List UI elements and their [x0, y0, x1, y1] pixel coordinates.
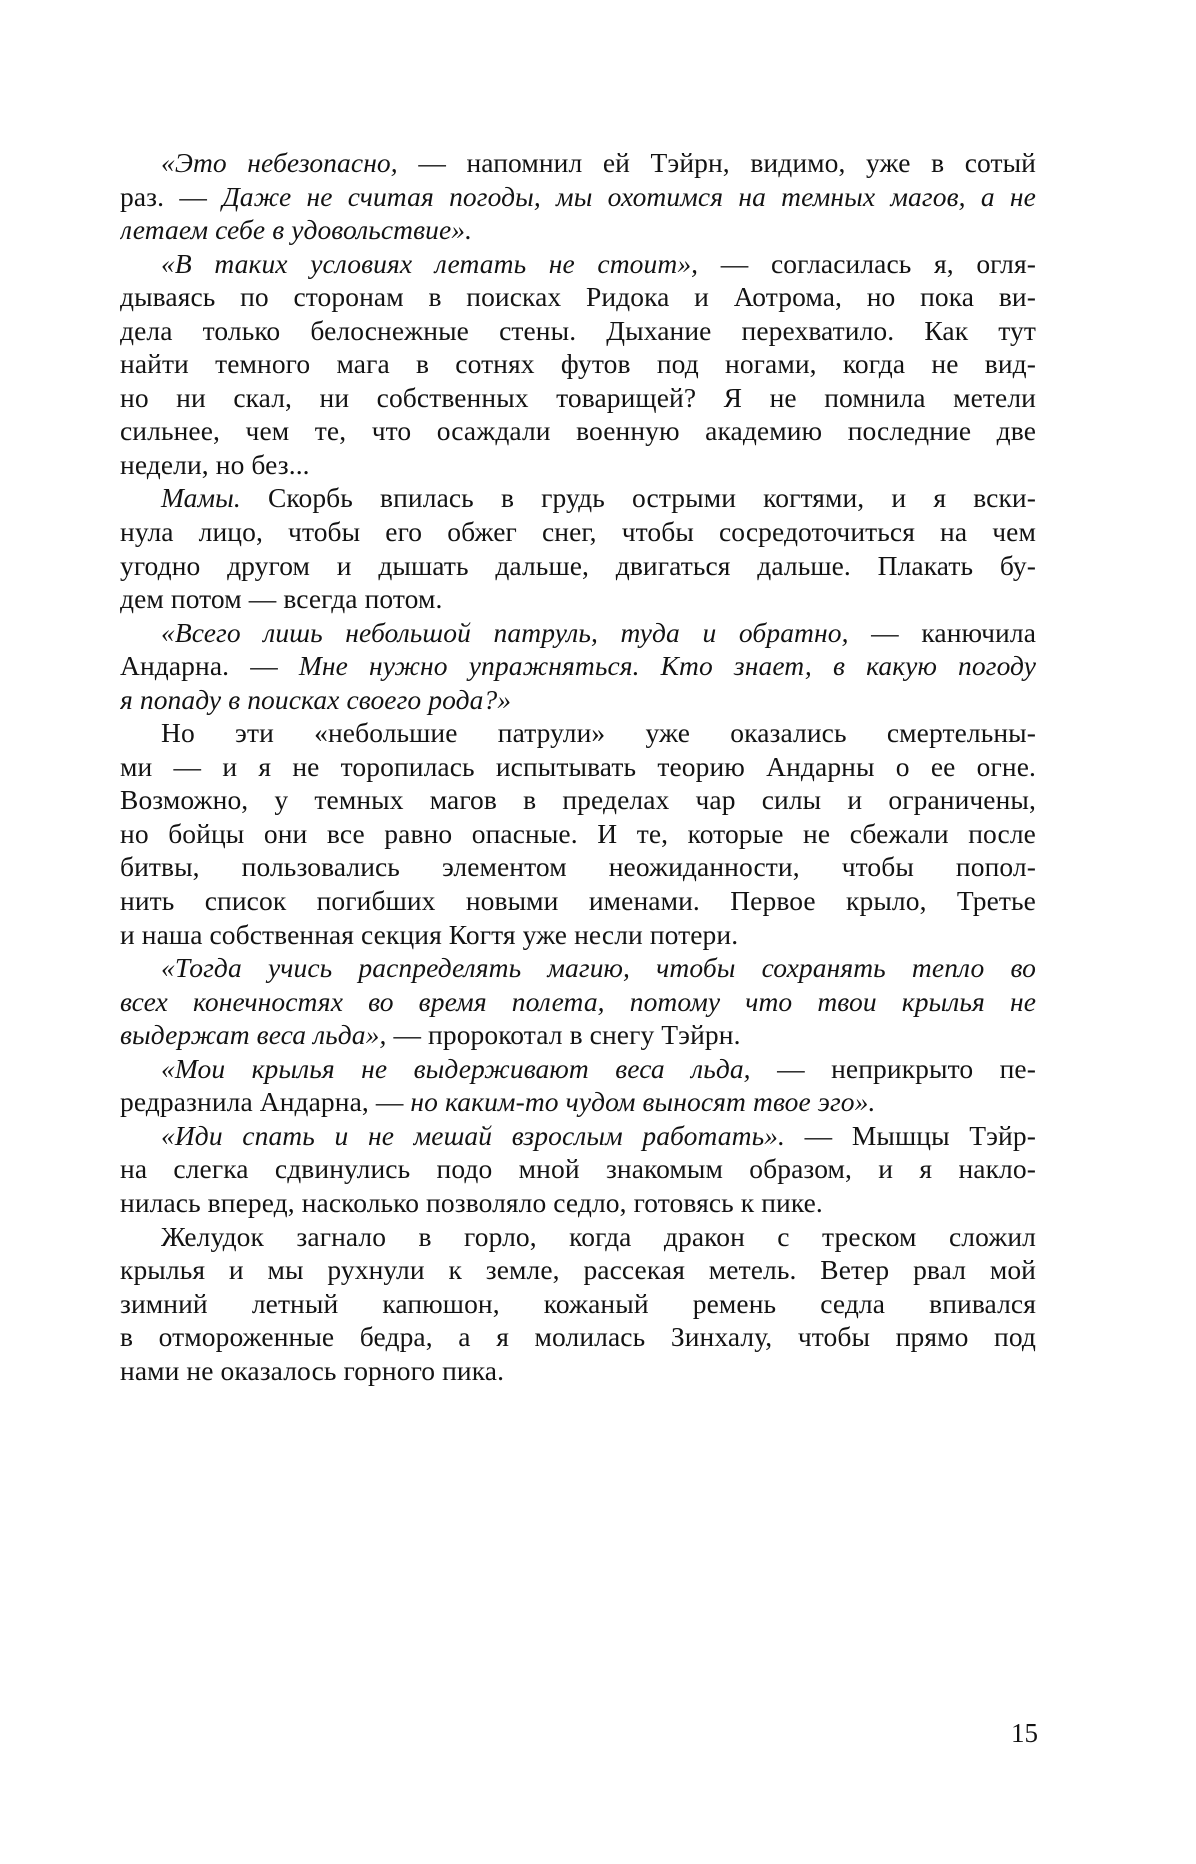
- text-line: [120, 1354, 1036, 1388]
- text-line: [120, 481, 1036, 515]
- roman-text-segment: Возможно, у темных магов в пределах чар силы и ограничены,: [120, 784, 1036, 816]
- text-line: [120, 180, 1036, 214]
- roman-text-segment: недели, но без...: [120, 448, 310, 480]
- text-line: [120, 1253, 1036, 1287]
- text-line: [120, 884, 1036, 918]
- text-line: [120, 951, 1036, 985]
- roman-text-segment: Скорбь впилась в грудь острыми когтями, и я вски-: [240, 482, 1036, 514]
- roman-text-segment: Но эти «небольшие патрули» уже оказались смертельны-: [161, 717, 1036, 749]
- italic-text-segment: «Тогда учись распределять магию, чтобы сохранять тепло во: [161, 952, 1036, 984]
- text-line: [120, 985, 1036, 1019]
- page-number: 15: [1011, 1718, 1038, 1748]
- roman-text-segment: — неприкрыто пе-: [777, 1052, 1036, 1084]
- text-line: [120, 515, 1036, 549]
- roman-text-segment: найти темного мага в сотнях футов под ногами, когда не вид-: [120, 348, 1036, 380]
- text-line: [120, 414, 1036, 448]
- italic-text-segment: «Иди спать и не мешай взрослым работать».: [161, 1119, 805, 1151]
- roman-text-segment: нить список погибших новыми именами. Первое крыло, Третье: [120, 885, 1036, 917]
- italic-text-segment: «Это небезопасно,: [161, 147, 419, 178]
- text-line: [120, 1186, 1036, 1220]
- text-line: [120, 448, 1036, 482]
- roman-text-segment: ми — и я не торопилась испытывать теорию Андарны о ее огне.: [120, 750, 1036, 782]
- italic-text-segment: летаем себе в удовольствие».: [120, 214, 473, 246]
- italic-text-segment: Мамы.: [161, 482, 241, 514]
- page-text-block: [120, 146, 1036, 1387]
- italic-text-segment: «Мои крылья не выдерживают веса льда,: [161, 1052, 778, 1084]
- italic-text-segment: я попаду в поисках своего рода?»: [120, 683, 512, 715]
- italic-text-segment: Мне нужно упражняться. Кто знает, в какую погоду: [298, 650, 1036, 682]
- text-line: [120, 213, 1036, 247]
- roman-text-segment: дем потом — всегда потом.: [120, 583, 443, 615]
- text-line: [120, 146, 1036, 180]
- roman-text-segment: — Мышцы Тэйр-: [804, 1119, 1036, 1151]
- text-line: [120, 1085, 1036, 1119]
- roman-text-segment: Андарна. —: [120, 650, 299, 682]
- text-line: [120, 850, 1036, 884]
- italic-text-segment: выдержат веса льда»,: [120, 1019, 394, 1051]
- text-line: [120, 783, 1036, 817]
- roman-text-segment: в отмороженные бедра, а я молилась Зинхалу, чтобы прямо под: [120, 1321, 1036, 1353]
- text-line: [120, 247, 1036, 281]
- roman-text-segment: зимний летный капюшон, кожаный ремень седла впивался: [120, 1287, 1036, 1319]
- italic-text-segment: «Всего лишь небольшой патруль, туда и обратно,: [161, 616, 872, 648]
- roman-text-segment: дываясь по сторонам в поисках Ридока и Аотрома, но пока ви-: [120, 281, 1036, 313]
- italic-text-segment: но каким-то чудом выносят твое эго».: [410, 1086, 876, 1118]
- roman-text-segment: но бойцы они все равно опасные. И те, которые не сбежали после: [120, 817, 1036, 849]
- text-line: [120, 817, 1036, 851]
- roman-text-segment: — согласилась я, огля-: [720, 247, 1036, 279]
- text-line: [120, 683, 1036, 717]
- roman-text-segment: и наша собственная секция Когтя уже несли потери.: [120, 918, 739, 950]
- roman-text-segment: — пророкотал в снегу Тэйрн.: [393, 1019, 741, 1051]
- text-line: [120, 1320, 1036, 1354]
- text-line: [120, 1220, 1036, 1254]
- roman-text-segment: нула лицо, чтобы его обжег снег, чтобы сосредоточиться на чем: [120, 516, 1036, 548]
- roman-text-segment: — напомнил ей Тэйрн, видимо, уже в сотый: [418, 147, 1036, 178]
- text-line: [120, 549, 1036, 583]
- text-line: [120, 1287, 1036, 1321]
- text-line: [120, 750, 1036, 784]
- roman-text-segment: на слегка сдвинулись подо мной знакомым образом, и я накло-: [120, 1153, 1036, 1185]
- roman-text-segment: Желудок загнало в горло, когда дракон с треском сложил: [161, 1220, 1036, 1252]
- text-line: [120, 314, 1036, 348]
- text-line: [120, 649, 1036, 683]
- text-line: [120, 381, 1036, 415]
- text-line: [120, 1052, 1036, 1086]
- roman-text-segment: нами не оказалось горного пика.: [120, 1354, 505, 1386]
- text-line: [120, 1152, 1036, 1186]
- italic-text-segment: всех конечностях во время полета, потому что твои крылья не: [120, 985, 1036, 1017]
- roman-text-segment: нилась вперед, насколько позволяло седло, готовясь к пике.: [120, 1186, 823, 1218]
- roman-text-segment: крылья и мы рухнули к земле, рассекая метель. Ветер рвал мой: [120, 1254, 1036, 1286]
- text-line: [120, 582, 1036, 616]
- roman-text-segment: дела только белоснежные стены. Дыхание перехватило. Как тут: [120, 314, 1036, 346]
- text-line: [120, 347, 1036, 381]
- text-line: [120, 918, 1036, 952]
- text-line: [120, 616, 1036, 650]
- roman-text-segment: сильнее, чем те, что осаждали военную академию последние две: [120, 415, 1036, 447]
- text-line: [120, 1119, 1036, 1153]
- roman-text-segment: — канючила: [871, 616, 1036, 648]
- text-line: [120, 1018, 1036, 1052]
- italic-text-segment: «В таких условиях летать не стоит»,: [161, 247, 721, 279]
- roman-text-segment: раз. —: [120, 180, 223, 212]
- roman-text-segment: угодно другом и дышать дальше, двигаться дальше. Плакать бу-: [120, 549, 1036, 581]
- roman-text-segment: редразнила Андарна, —: [120, 1086, 411, 1118]
- roman-text-segment: но ни скал, ни собственных товарищей? Я не помнила метели: [120, 381, 1036, 413]
- italic-text-segment: Даже не считая погоды, мы охотимся на темных магов, а не: [222, 180, 1036, 212]
- text-line: [120, 716, 1036, 750]
- roman-text-segment: битвы, пользовались элементом неожиданности, чтобы попол-: [120, 851, 1036, 883]
- text-line: [120, 280, 1036, 314]
